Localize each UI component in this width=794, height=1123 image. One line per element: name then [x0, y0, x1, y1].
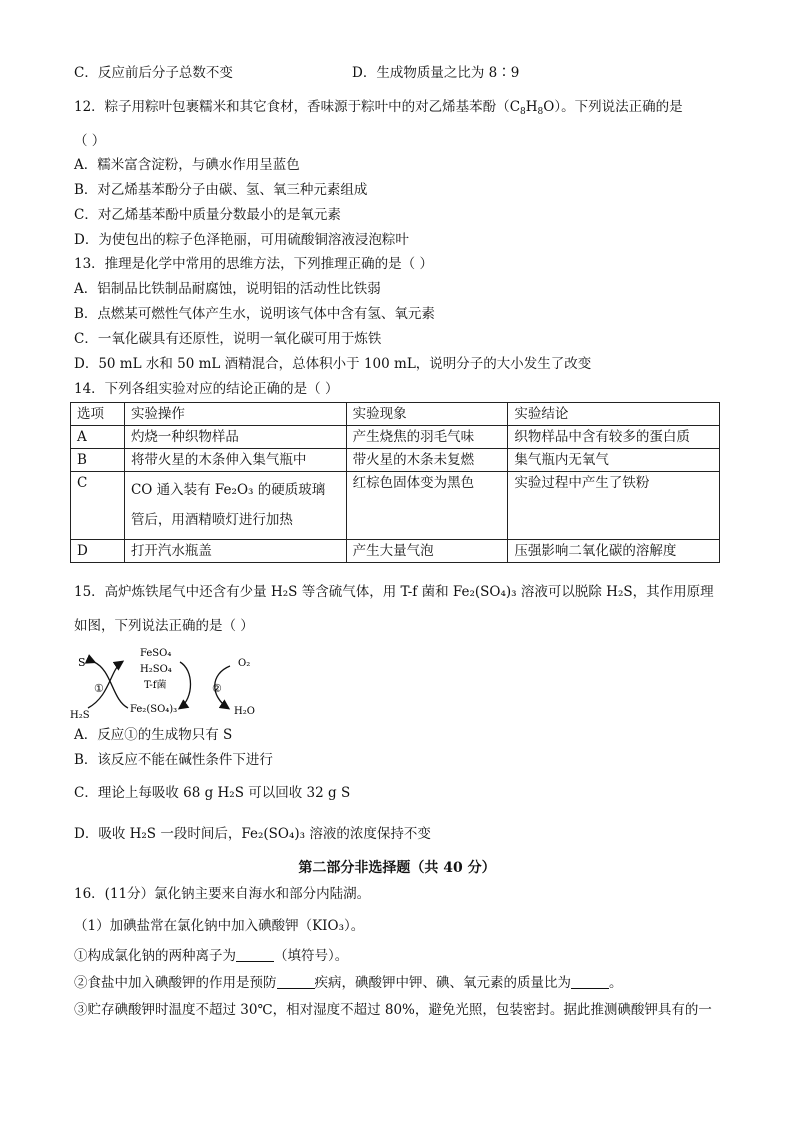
table-cell: 红棕色固体变为黑色	[346, 472, 508, 540]
cell-line: 管后，用酒精喷灯进行加热	[130, 512, 293, 528]
cell-line: CO 通入装有 Fe₂O₃ 的硬质玻璃	[130, 482, 326, 498]
label-fe2so43: Fe₂(SO₄)₃	[130, 704, 178, 715]
table-row	[71, 472, 720, 540]
label-step1: ①	[94, 682, 104, 695]
answer-blank	[236, 947, 274, 962]
header-cell: 实验操作	[124, 403, 346, 426]
table-cell: 打开汽水瓶盖	[124, 540, 346, 563]
q11-option-d: D．生成物质量之比为 8∶9	[352, 65, 520, 81]
label-h2o: H₂O	[234, 706, 255, 717]
header-cell: 选项	[71, 403, 125, 426]
table-cell: 灼烧一种织物样品	[124, 426, 346, 449]
q15-stem-line2: 如图，下列说法正确的是（ ）	[74, 618, 254, 634]
table-header-row	[71, 403, 720, 426]
q16-stem: 16．(11分）氯化钠主要来自海水和部分内陆湖。	[74, 886, 371, 902]
q14-table	[70, 402, 720, 563]
q13-option-d: D．50 mL 水和 50 mL 酒精混合，总体积小于 100 mL，说明分子的大小发生了改变	[74, 356, 592, 372]
table-cell: D	[71, 540, 125, 563]
q16-item2: ②食盐中加入碘酸钾的作用是预防 疾病，碘酸钾中钾、碘、氧元素的质量比为 。	[74, 975, 623, 991]
label-h2s: H₂S	[70, 710, 90, 721]
q13-option-c: C．一氧化碳具有还原性，说明一氧化碳可用于炼铁	[74, 331, 382, 347]
table-cell: 产生烧焦的羽毛气味	[346, 426, 508, 449]
part2-title: 第二部分非选择题（共 40 分）	[298, 860, 496, 876]
q15-reaction-diagram	[70, 644, 270, 724]
table-row	[71, 540, 720, 563]
answer-blank	[571, 974, 609, 989]
label-tf-bacteria: T-f菌	[144, 680, 167, 691]
q15-stem-line1: 15．高炉炼铁尾气中还含有少量 H₂S 等含硫气体，用 T-f 菌和 Fe₂(SO₄)₃ 溶液可以脱除 H₂S，其作用原理	[74, 584, 714, 600]
q15-option-d: D．吸收 H₂S 一段时间后，Fe₂(SO₄)₃ 溶液的浓度保持不变	[74, 826, 431, 842]
label-o2: O₂	[238, 658, 251, 669]
q13-option-a: A．铝制品比铁制品耐腐蚀，说明铝的活动性比铁弱	[74, 281, 381, 297]
q13-stem: 13．推理是化学中常用的思维方法，下列推理正确的是（ ）	[74, 256, 433, 272]
table-cell: 压强影响二氧化碳的溶解度	[508, 540, 720, 563]
table-cell: 带火星的木条未复燃	[346, 449, 508, 472]
table-row	[71, 449, 720, 472]
q12-option-c: C．对乙烯基苯酚中质量分数最小的是氧元素	[74, 207, 341, 223]
q15-option-c: C．理论上每吸收 68 g H₂S 可以回收 32 g S	[74, 785, 351, 801]
q12-option-d: D．为使包出的粽子色泽艳丽，可用硫酸铜溶液浸泡粽叶	[74, 232, 409, 248]
q14-stem: 14．下列各组实验对应的结论正确的是（ ）	[74, 381, 339, 397]
table-cell: 织物样品中含有较多的蛋白质	[508, 426, 720, 449]
cycle-arc-right	[180, 662, 191, 708]
label-h2so4: H₂SO₄	[140, 664, 172, 675]
q12-option-b: B．对乙烯基苯酚分子由碳、氢、氧三种元素组成	[74, 182, 368, 198]
table-cell: A	[71, 426, 125, 449]
q12-stem: 12．粽子用粽叶包裹糯米和其它食材，香味源于粽叶中的对乙烯基苯酚$(C_8H_8O)$。下列说法正确的是	[74, 99, 683, 117]
table-cell: 将带火星的木条伸入集气瓶中	[124, 449, 346, 472]
q16-item1: ①构成氯化钠的两种离子为 （填符号）。	[74, 948, 349, 964]
q15-option-a: A．反应①的生成物只有 S	[74, 727, 233, 743]
q15-option-b: B．该反应不能在碱性条件下进行	[74, 752, 273, 768]
q11-option-c: C．反应前后分子总数不变	[74, 65, 233, 81]
q12-option-a: A．糯米富含淀粉，与碘水作用呈蓝色	[74, 157, 300, 173]
table-cell: 产生大量气泡	[346, 540, 508, 563]
label-step2: ②	[212, 682, 222, 695]
table-cell: 实验过程中产生了铁粉	[508, 472, 720, 540]
answer-blank	[277, 974, 315, 989]
q12-answer-paren: （ ）	[74, 133, 106, 149]
label-s: S	[78, 656, 86, 669]
q13-option-b: B．点燃某可燃性气体产生水，说明该气体中含有氢、氧元素	[74, 306, 435, 322]
table-cell: B	[71, 449, 125, 472]
header-cell: 实验现象	[346, 403, 508, 426]
header-cell: 实验结论	[508, 403, 720, 426]
q16-sub1: （1）加碘盐常在氯化钠中加入碘酸钾（KIO₃）。	[74, 918, 365, 934]
table-cell: C	[71, 472, 125, 540]
table-cell	[124, 472, 346, 540]
table-cell: 集气瓶内无氧气	[508, 449, 720, 472]
label-feso4: FeSO₄	[140, 648, 172, 659]
table-row	[71, 426, 720, 449]
q16-item3: ③贮存碘酸钾时温度不超过 30℃，相对湿度不超过 80%，避免光照，包装密封。据此推测碘酸钾具有的一	[74, 1002, 712, 1018]
